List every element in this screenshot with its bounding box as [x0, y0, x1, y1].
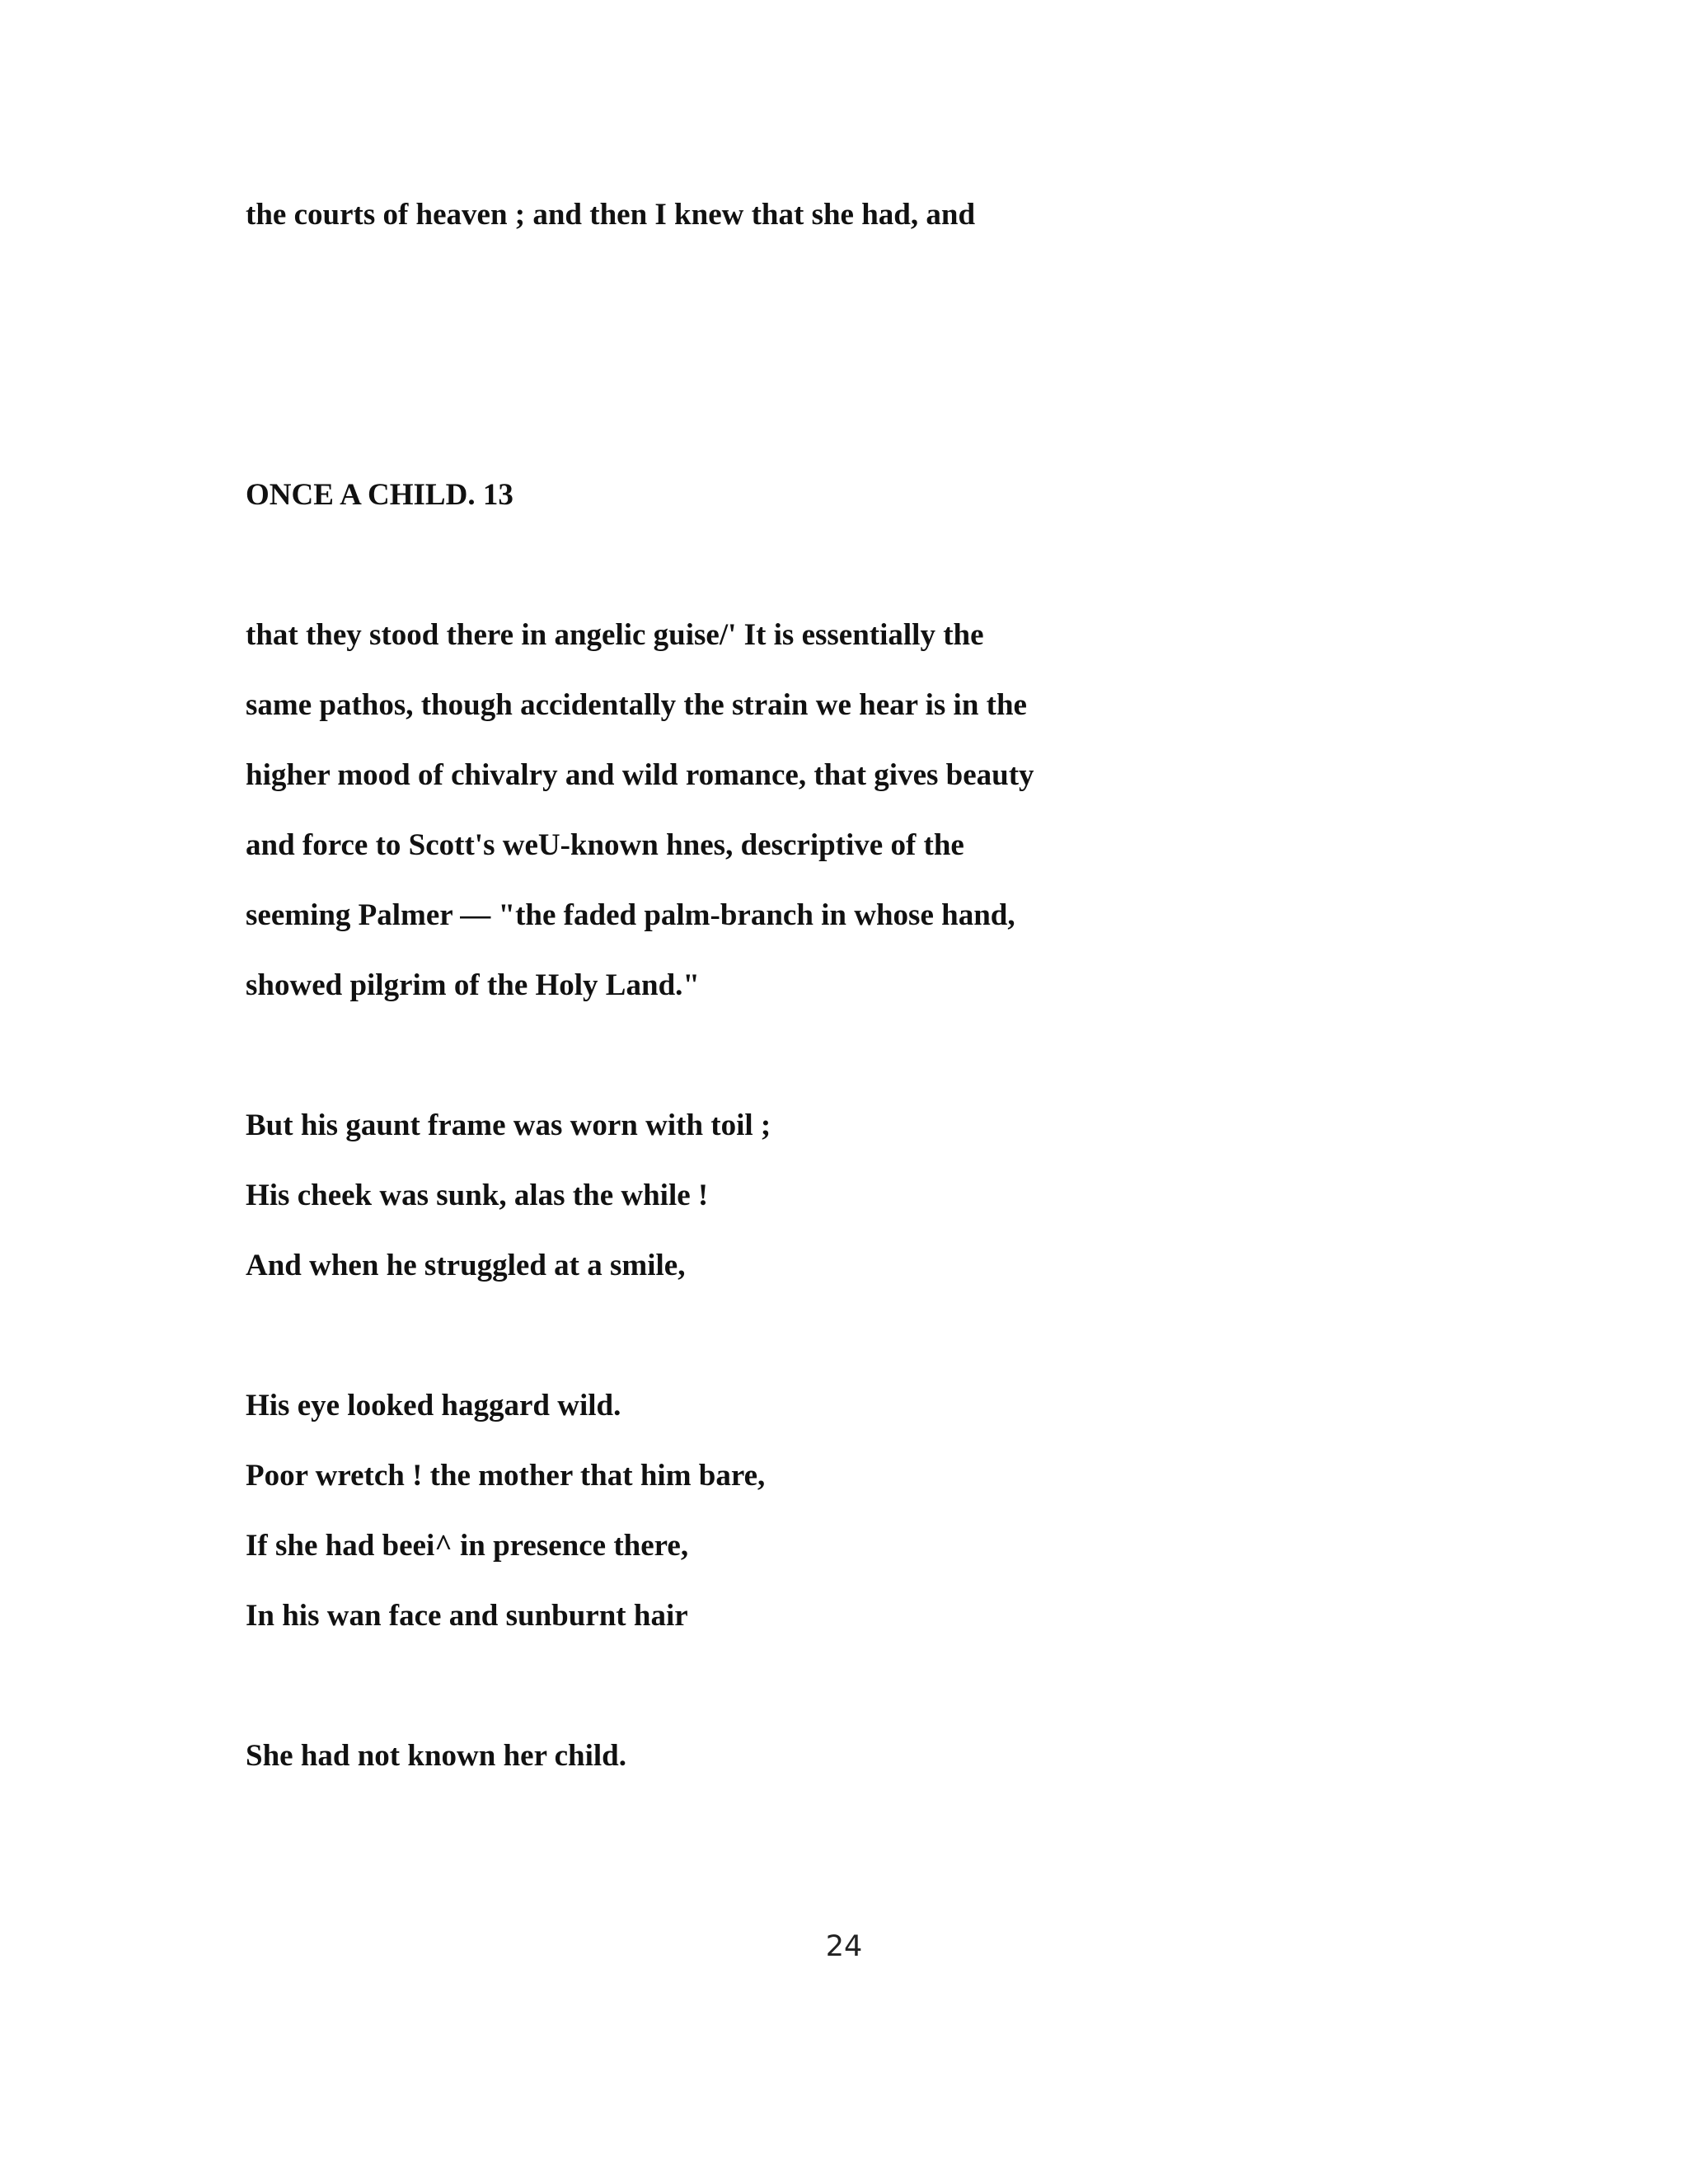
- text-line: same pathos, though accidentally the strain we hear is in the: [246, 688, 1027, 722]
- text-line: seeming Palmer — "the faded palm-branch in whose hand,: [246, 898, 1015, 932]
- text-line: higher mood of chivalry and wild romance, that gives beauty: [246, 758, 1034, 792]
- page-number: 24: [825, 1930, 863, 1963]
- verse-line: But his gaunt frame was worn with toil ;: [246, 1108, 771, 1142]
- text-line: the courts of heaven ; and then I knew that she had, and: [246, 198, 976, 232]
- running-header: ONCE A CHILD. 13: [246, 478, 513, 512]
- text-line: that they stood there in angelic guise/' It is essentially the: [246, 618, 984, 652]
- text-line: and force to Scott's weU-known hnes, descriptive of the: [246, 828, 964, 862]
- verse-line: She had not known her child.: [246, 1739, 626, 1773]
- verse-line: And when he struggled at a smile,: [246, 1249, 686, 1282]
- verse-line: In his wan face and sunburnt hair: [246, 1599, 688, 1633]
- verse-line: His eye looked haggard wild.: [246, 1389, 621, 1422]
- verse-line: Poor wretch ! the mother that him bare,: [246, 1459, 766, 1493]
- verse-line: His cheek was sunk, alas the while !: [246, 1179, 709, 1212]
- text-line: showed pilgrim of the Holy Land.": [246, 968, 700, 1002]
- verse-line: If she had beei^ in presence there,: [246, 1529, 689, 1563]
